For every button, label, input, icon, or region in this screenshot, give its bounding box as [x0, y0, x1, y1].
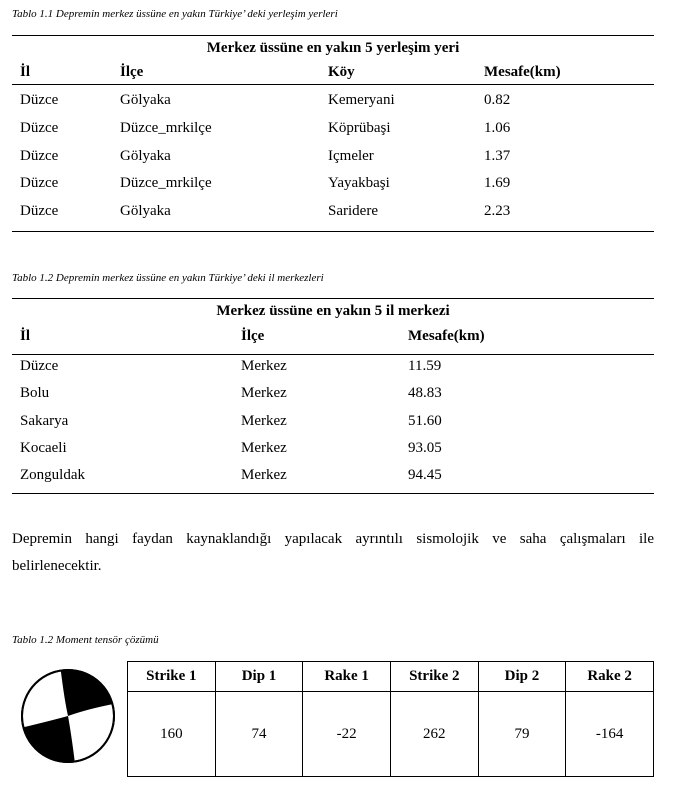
- table1-cell-mesafe: 1.37: [484, 148, 511, 164]
- table1-cell-ilce: Düzce_mrkilçe: [120, 120, 212, 136]
- table3-header-strike1: Strike 1: [128, 662, 216, 692]
- table2-cell-mesafe: 48.83: [408, 385, 442, 401]
- table1-cell-il: Düzce: [20, 120, 59, 136]
- table1-header-mesafe: Mesafe(km): [484, 64, 561, 80]
- table2-header-row: [12, 323, 654, 355]
- table1-header-il: İl: [20, 64, 31, 80]
- table2-cell-il: Sakarya: [20, 413, 69, 429]
- table3-header-row: [128, 662, 654, 692]
- table1-caption: Tablo 1.1 Depremin merkez üssüne en yakın Türkiye’ deki yerleşim yerleri: [12, 8, 338, 20]
- table1-cell-koy: Içmeler: [328, 148, 374, 164]
- table3-value-rake1: -22: [303, 692, 391, 777]
- paragraph-line-1: Depremin hangi faydan kaynaklandığı yapılacak ayrıntılı sismolojik ve saha çalışmaları ile: [12, 531, 654, 547]
- table1-cell-koy: Köprübaşi: [328, 120, 391, 136]
- table2-header-ilce: İlçe: [241, 328, 265, 344]
- table2-cell-ilce: Merkez: [241, 413, 287, 429]
- table2-cell-mesafe: 93.05: [408, 440, 442, 456]
- table3-value-strike2: 262: [390, 692, 478, 777]
- beachball-icon: [20, 668, 116, 764]
- table1-cell-il: Düzce: [20, 175, 59, 191]
- table3-header-rake1: Rake 1: [303, 662, 391, 692]
- table1-header-koy: Köy: [328, 64, 355, 80]
- table2-cell-ilce: Merkez: [241, 467, 287, 483]
- table2-cell-mesafe: 94.45: [408, 467, 442, 483]
- table2-cell-ilce: Merkez: [241, 385, 287, 401]
- table3-value-dip1: 74: [215, 692, 303, 777]
- table1-cell-koy: Yayakbaşi: [328, 175, 390, 191]
- table2-caption: Tablo 1.2 Depremin merkez üssüne en yakın Türkiye’ deki il merkezleri: [12, 272, 324, 284]
- table1-cell-ilce: Düzce_mrkilçe: [120, 175, 212, 191]
- table2-cell-il: Düzce: [20, 358, 59, 374]
- table1-cell-koy: Kemeryani: [328, 92, 395, 108]
- table1-cell-ilce: Gölyaka: [120, 203, 171, 219]
- table2: [12, 298, 654, 494]
- table1-cell-mesafe: 0.82: [484, 92, 511, 108]
- moment-tensor-table: [127, 661, 654, 777]
- table2-header-il: İl: [20, 328, 31, 344]
- table2-cell-il: Kocaeli: [20, 440, 67, 456]
- table3-value-strike1: 160: [128, 692, 216, 777]
- table2-header-mesafe: Mesafe(km): [408, 328, 485, 344]
- table-row: [128, 692, 654, 777]
- table1-cell-il: Düzce: [20, 148, 59, 164]
- table3-header-dip2: Dip 2: [478, 662, 566, 692]
- body-paragraph: [12, 526, 654, 580]
- table3-value-dip2: 79: [478, 692, 566, 777]
- table1-cell-il: Düzce: [20, 203, 59, 219]
- paragraph-line-2: belirlenecektir.: [12, 558, 102, 574]
- table1-header-ilce: İlçe: [120, 64, 144, 80]
- table2-cell-mesafe: 51.60: [408, 413, 442, 429]
- table1-header-row: [12, 60, 654, 85]
- table2-cell-ilce: Merkez: [241, 440, 287, 456]
- table1-cell-ilce: Gölyaka: [120, 148, 171, 164]
- table1-cell-ilce: Gölyaka: [120, 92, 171, 108]
- table3-header-strike2: Strike 2: [390, 662, 478, 692]
- table2-cell-il: Bolu: [20, 385, 50, 401]
- table2-cell-ilce: Merkez: [241, 358, 287, 374]
- table1-title: Merkez üssüne en yakın 5 yerleşim yeri: [206, 40, 460, 56]
- table1-cell-mesafe: 1.69: [484, 175, 511, 191]
- table2-cell-mesafe: 11.59: [408, 358, 442, 374]
- table1-cell-mesafe: 1.06: [484, 120, 511, 136]
- table3-caption: Tablo 1.2 Moment tensör çözümü: [12, 634, 159, 646]
- table1-cell-mesafe: 2.23: [484, 203, 511, 219]
- table1-cell-il: Düzce: [20, 92, 59, 108]
- table3-value-rake2: -164: [566, 692, 654, 777]
- table3-header-rake2: Rake 2: [566, 662, 654, 692]
- table2-cell-il: Zonguldak: [20, 467, 85, 483]
- table3-header-dip1: Dip 1: [215, 662, 303, 692]
- table1-cell-koy: Saridere: [328, 203, 378, 219]
- table1: [12, 35, 654, 232]
- table2-title: Merkez üssüne en yakın 5 il merkezi: [216, 303, 450, 319]
